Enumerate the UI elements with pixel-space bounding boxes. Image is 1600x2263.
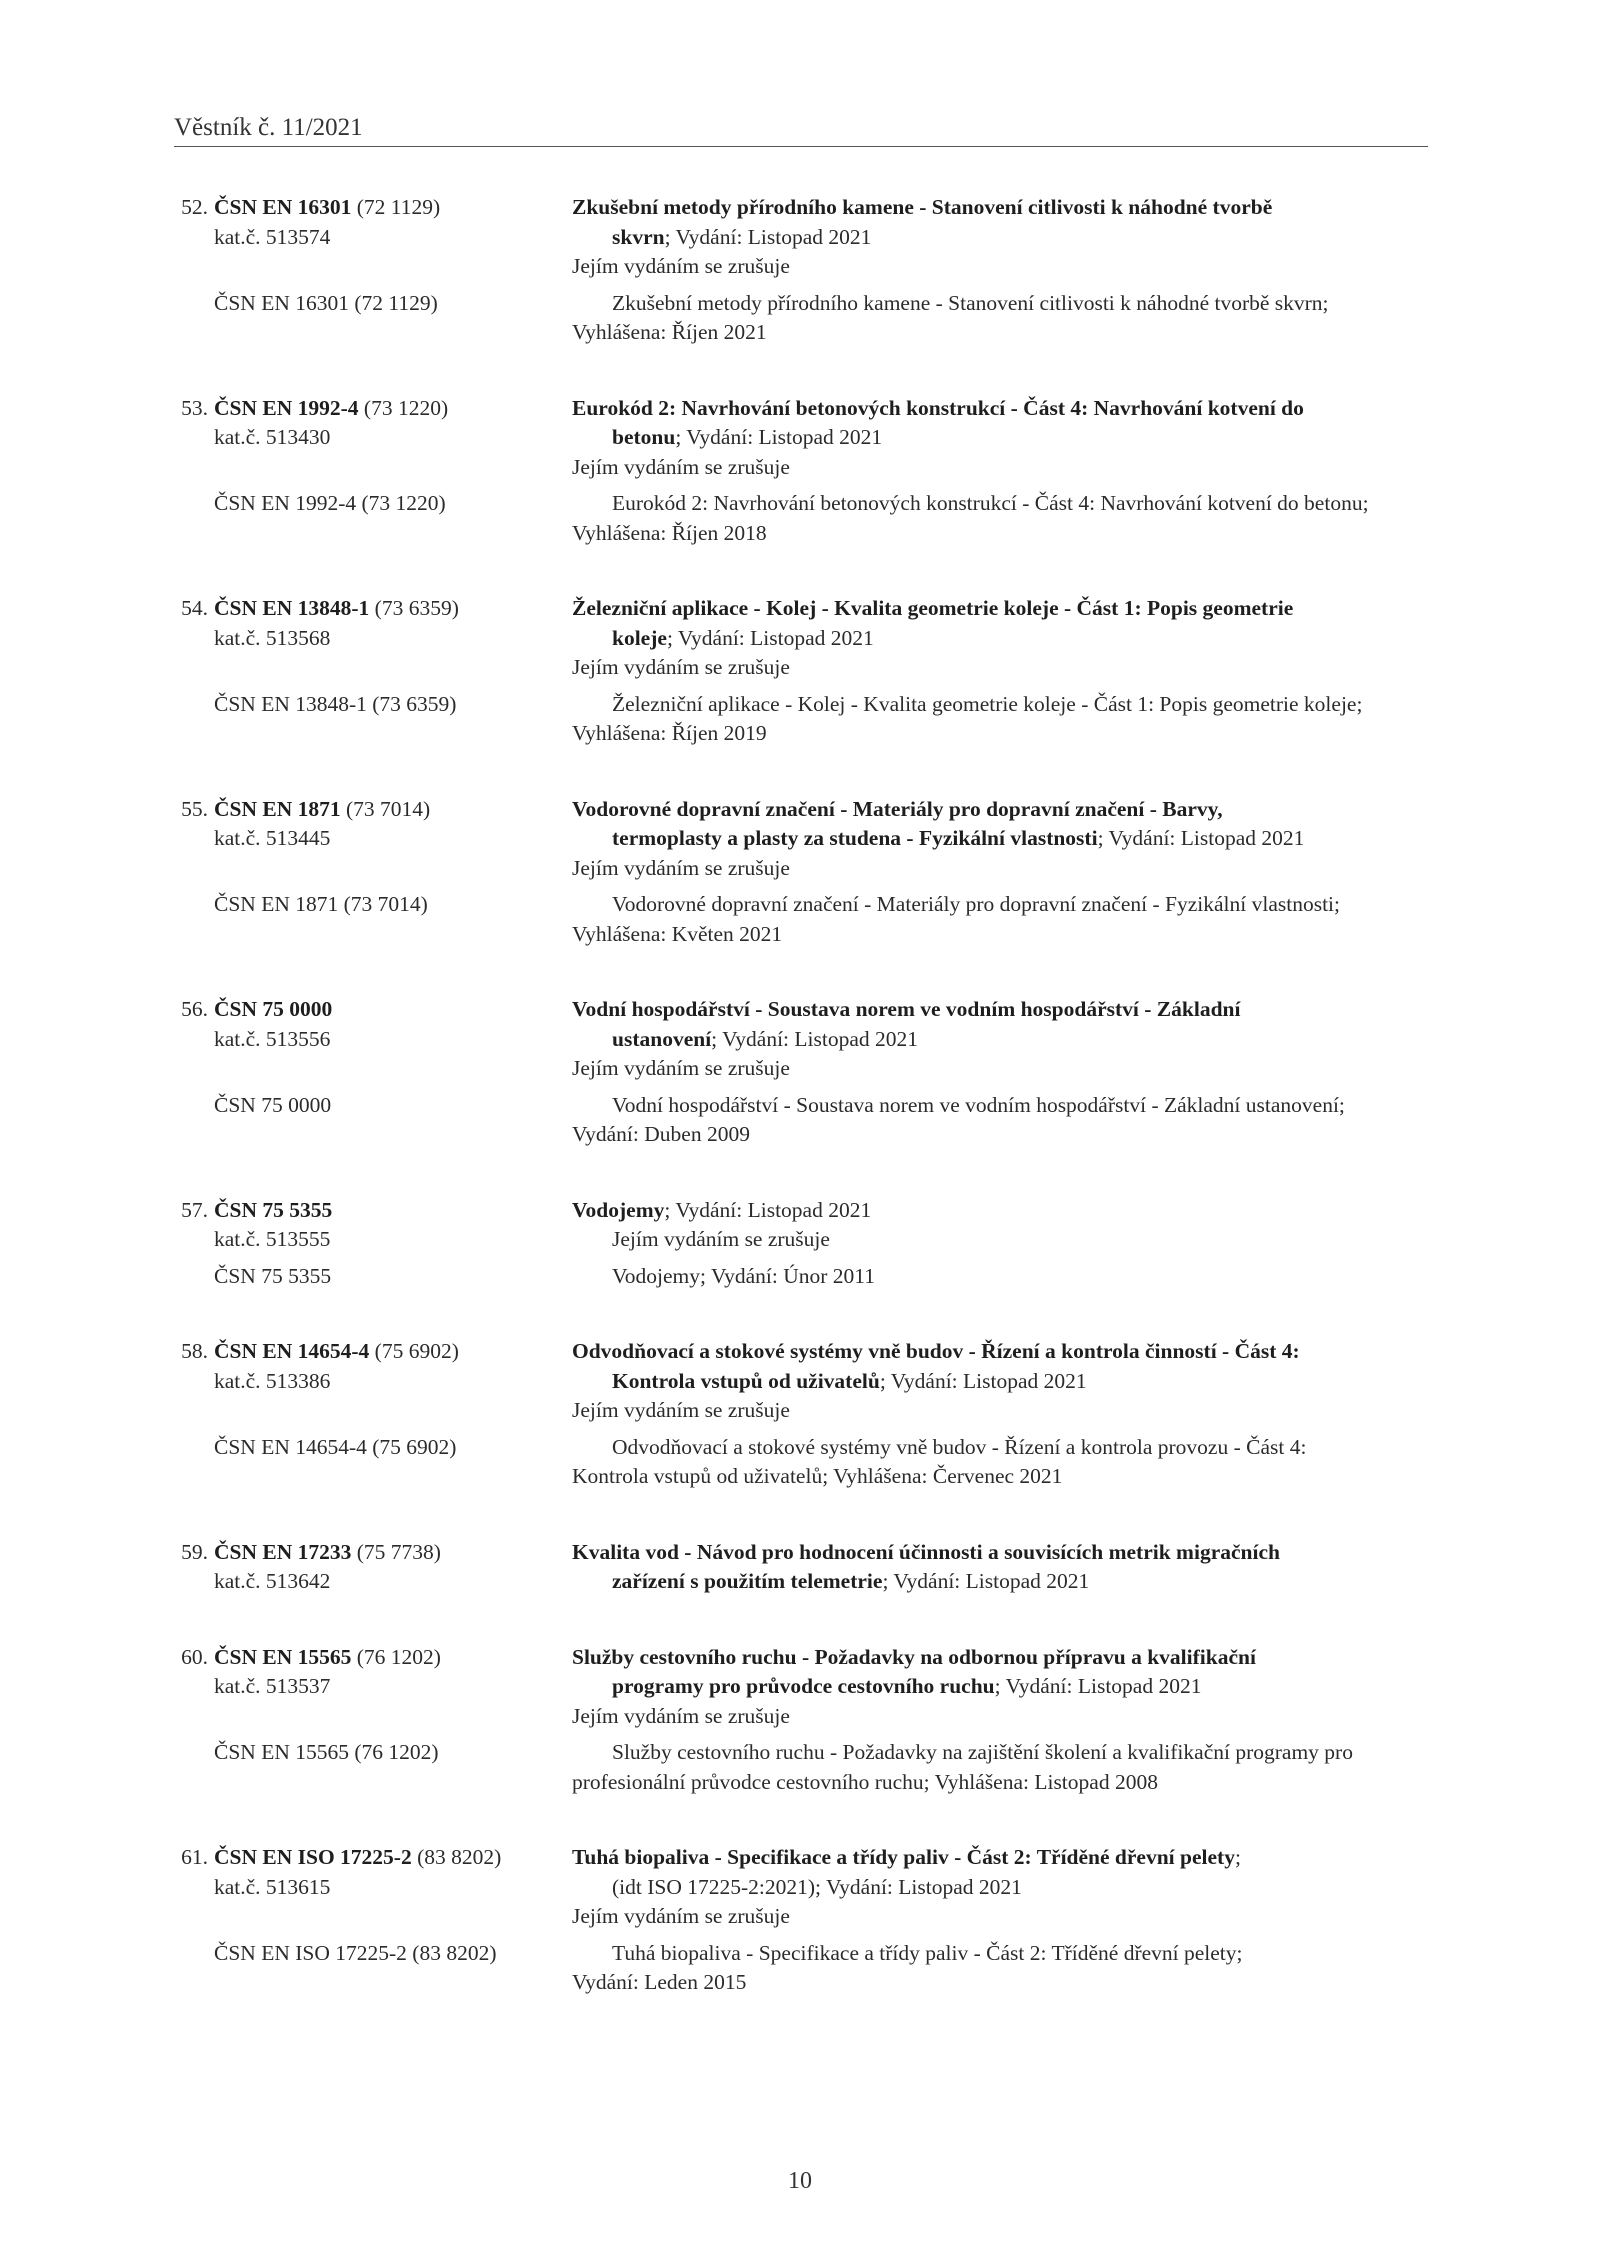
standard-title: Eurokód 2: Navrhování betonových konstrukcí - Část 4: Navrhování kotvení do <box>572 395 1304 420</box>
catalog-number: kat.č. 513568 <box>214 625 331 650</box>
replaced-date: Vyhlášena: Říjen 2019 <box>572 721 767 745</box>
catalog-number: kat.č. 513642 <box>214 1569 331 1593</box>
page-number: 10 <box>788 2168 812 2194</box>
entry-number: 55. <box>181 796 208 821</box>
replaced-title: Eurokód 2: Navrhování betonových konstrukcí - Část 4: Navrhování kotvení do betonu; <box>612 491 1369 515</box>
standard-title: Odvodňovací a stokové systémy vně budov - Řízení a kontrola činností - Část 4: <box>572 1339 1300 1363</box>
standard-entry-56 <box>174 995 1428 1150</box>
standard-class: (83 8202) <box>411 1845 502 1869</box>
issue-date: (idt ISO 17225-2:2021); Vydání: Listopad 2021 <box>612 1874 1022 1899</box>
standard-title-cont: Kontrola vstupů od uživatelů <box>612 1368 880 1393</box>
standard-entry-53 <box>174 394 1428 549</box>
issue-date: ; Vydání: Listopad 2021 <box>664 224 872 249</box>
standard-code: ČSN EN 14654-4 <box>214 1339 370 1363</box>
standard-title: Tuhá biopaliva - Specifikace a třídy paliv - Část 2: Tříděné dřevní pelety <box>572 1845 1235 1869</box>
standard-class: (72 1129) <box>351 195 441 219</box>
replaced-title: Vodojemy; Vydání: Únor 2011 <box>612 1263 875 1288</box>
entry-number: 52. <box>181 195 208 219</box>
bulletin-title: Věstník č. 11/2021 <box>174 114 363 141</box>
cancel-note: Jejím vydáním se zrušuje <box>572 1398 790 1422</box>
entry-number: 61. <box>181 1845 208 1869</box>
catalog-number: kat.č. 513430 <box>214 425 331 449</box>
issue-date: ; Vydání: Listopad 2021 <box>1097 826 1305 850</box>
standard-title-cont: zařízení s použitím telemetrie <box>612 1569 883 1593</box>
standard-entry-60 <box>174 1643 1428 1798</box>
replaced-title: Vodní hospodářství - Soustava norem ve vodním hospodářství - Základní ustanovení; <box>612 1092 1345 1117</box>
entry-number: 54. <box>181 596 208 620</box>
issue-date: ; Vydání: Listopad 2021 <box>675 425 883 449</box>
standards-list <box>174 193 1428 1998</box>
cancel-note: Jejím vydáním se zrušuje <box>572 655 790 679</box>
standard-title-cont: programy pro průvodce cestovního ruchu <box>612 1674 995 1698</box>
catalog-number: kat.č. 513386 <box>214 1368 331 1393</box>
standard-entry-52 <box>174 193 1428 348</box>
standard-title-cont: koleje <box>612 625 667 650</box>
standard-title: Vodní hospodářství - Soustava norem ve vodním hospodářství - Základní <box>572 997 1241 1021</box>
standard-entry-58 <box>174 1337 1428 1492</box>
issue-date: ; Vydání: Listopad 2021 <box>879 1368 1087 1393</box>
standard-code: ČSN EN 17233 <box>214 1539 352 1564</box>
entry-number: 60. <box>181 1644 208 1669</box>
standard-title-cont: betonu <box>612 425 676 449</box>
issue-date: ; Vydání: Listopad 2021 <box>666 625 874 650</box>
issue-date: ; Vydání: Listopad 2021 <box>664 1197 872 1222</box>
catalog-number: kat.č. 513574 <box>214 224 331 249</box>
standard-entry-54 <box>174 594 1428 749</box>
replaced-date: Vyhlášena: Říjen 2021 <box>572 320 767 344</box>
standard-entry-57 <box>174 1196 1428 1292</box>
entry-number: 56. <box>181 997 208 1021</box>
entry-number: 57. <box>181 1197 208 1222</box>
cancel-note: Jejím vydáním se zrušuje <box>572 254 790 278</box>
standard-title-cont: skvrn <box>612 224 665 249</box>
issue-date: ; Vydání: Listopad 2021 <box>711 1026 919 1051</box>
replaced-date: profesionální průvodce cestovního ruchu; Vyhlášena: Listopad 2008 <box>572 1769 1158 1794</box>
standard-title: Kvalita vod - Návod pro hodnocení účinnosti a souvisících metrik migračních <box>572 1539 1280 1564</box>
replaced-title: Zkušební metody přírodního kamene - Stanovení citlivosti k náhodné tvorbě skvrn; <box>612 290 1329 315</box>
cancel-note: Jejím vydáním se zrušuje <box>572 454 790 479</box>
cancel-note: Jejím vydáním se zrušuje <box>612 1227 830 1251</box>
standard-code: ČSN EN 1992-4 <box>214 395 359 420</box>
replaced-date: Vydání: Leden 2015 <box>572 1970 747 1994</box>
standard-class: (73 6359) <box>369 596 459 620</box>
catalog-number: kat.č. 513445 <box>214 826 331 850</box>
catalog-number: kat.č. 513537 <box>214 1674 331 1698</box>
standard-title-cont: ustanovení <box>612 1026 712 1051</box>
replaced-code: ČSN EN 14654-4 (75 6902) <box>214 1434 457 1459</box>
standard-code: ČSN EN ISO 17225-2 <box>214 1845 412 1869</box>
standard-class: (73 7014) <box>340 796 431 821</box>
replaced-title: Tuhá biopaliva - Specifikace a třídy paliv - Část 2: Tříděné dřevní pelety; <box>612 1940 1243 1965</box>
standard-title: Vodojemy <box>572 1197 665 1222</box>
issue-date: ; Vydání: Listopad 2021 <box>882 1569 1090 1593</box>
standard-class: (76 1202) <box>351 1644 441 1669</box>
entry-number: 53. <box>181 395 208 420</box>
replaced-date: Vyhlášena: Říjen 2018 <box>572 520 767 545</box>
standard-code: ČSN 75 0000 <box>214 997 333 1021</box>
replaced-code: ČSN EN 1871 (73 7014) <box>214 892 428 916</box>
replaced-title: Odvodňovací a stokové systémy vně budov - Řízení a kontrola provozu - Část 4: <box>612 1434 1307 1459</box>
page-header <box>174 110 1428 147</box>
standard-title: Služby cestovního ruchu - Požadavky na odbornou přípravu a kvalifikační <box>572 1644 1256 1669</box>
standard-entry-55 <box>174 795 1428 950</box>
entry-number: 59. <box>181 1539 208 1564</box>
replaced-code: ČSN EN ISO 17225-2 (83 8202) <box>214 1940 497 1965</box>
replaced-code: ČSN EN 15565 (76 1202) <box>214 1740 439 1764</box>
standard-title-cont: termoplasty a plasty za studena - Fyzikální vlastnosti <box>612 826 1098 850</box>
catalog-number: kat.č. 513556 <box>214 1026 331 1051</box>
standard-title: Železniční aplikace - Kolej - Kvalita geometrie koleje - Část 1: Popis geometrie <box>572 596 1294 620</box>
replaced-code: ČSN EN 1992-4 (73 1220) <box>214 491 446 515</box>
replaced-date: Vydání: Duben 2009 <box>572 1122 750 1146</box>
replaced-code: ČSN 75 5355 <box>214 1263 332 1288</box>
entry-number: 58. <box>181 1339 208 1363</box>
standard-class: (75 6902) <box>369 1339 459 1363</box>
replaced-date: Vyhlášena: Květen 2021 <box>572 921 783 946</box>
standard-title: Zkušební metody přírodního kamene - Stanovení citlivosti k náhodné tvorbě <box>572 195 1273 219</box>
standard-code: ČSN EN 1871 <box>214 796 341 821</box>
standard-entry-61 <box>174 1843 1428 1998</box>
cancel-note: Jejím vydáním se zrušuje <box>572 1904 790 1928</box>
standard-title: Vodorovné dopravní značení - Materiály pro dopravní značení - Barvy, <box>572 796 1223 821</box>
replaced-title: Vodorovné dopravní značení - Materiály pro dopravní značení - Fyzikální vlastnosti; <box>612 892 1341 916</box>
cancel-note: Jejím vydáním se zrušuje <box>572 855 790 880</box>
standard-code: ČSN EN 15565 <box>214 1644 352 1669</box>
title-punct: ; <box>1234 1845 1241 1869</box>
standard-class: (73 1220) <box>358 395 449 420</box>
catalog-number: kat.č. 513555 <box>214 1227 331 1251</box>
cancel-note: Jejím vydáním se zrušuje <box>572 1056 790 1080</box>
cancel-note: Jejím vydáním se zrušuje <box>572 1703 790 1728</box>
replaced-code: ČSN EN 16301 (72 1129) <box>214 290 438 315</box>
replaced-date: Kontrola vstupů od uživatelů; Vyhlášena: Červenec 2021 <box>572 1464 1063 1488</box>
standard-entry-59 <box>174 1538 1428 1597</box>
replaced-title: Železniční aplikace - Kolej - Kvalita geometrie koleje - Část 1: Popis geometrie koleje; <box>612 691 1363 716</box>
catalog-number: kat.č. 513615 <box>214 1874 331 1899</box>
standard-code: ČSN EN 13848-1 <box>214 596 370 620</box>
replaced-code: ČSN 75 0000 <box>214 1092 332 1117</box>
issue-date: ; Vydání: Listopad 2021 <box>994 1674 1202 1698</box>
replaced-title: Služby cestovního ruchu - Požadavky na zajištění školení a kvalifikační programy pro <box>612 1740 1353 1764</box>
standard-class: (75 7738) <box>351 1539 441 1564</box>
standard-code: ČSN EN 16301 <box>214 195 352 219</box>
replaced-code: ČSN EN 13848-1 (73 6359) <box>214 691 457 716</box>
standard-code: ČSN 75 5355 <box>214 1197 333 1222</box>
